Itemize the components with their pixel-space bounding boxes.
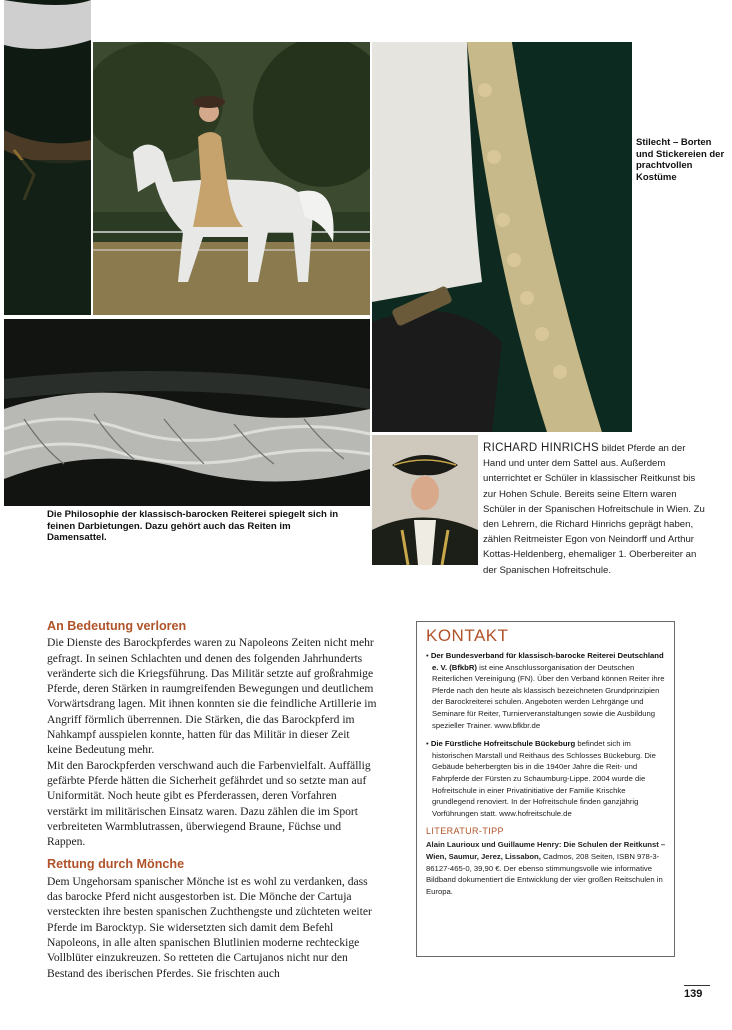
photo-mane-braid [4, 319, 370, 506]
kontakt-item-hofreitschule: • Die Fürstliche Hofreitschule Bückeburg befindet sich im historischen Marstall und Reithaus des Schlosses Bückeburg. Die Gebäude beherbergten bis in die 1940er Jahre die Reit- und Fahrpferde der Fürsten zu Schaumburg-Lippe. 2004 wurde die Hofreitschule in einer Privatinitiative der Familie Krischke grundlegend renoviert. In der Hofreitschule finden ganzjährig Vorführungen statt. www.hofreitschule.de [426, 739, 656, 818]
paragraph-section1: Die Dienste des Barockpferdes waren zu Napoleons Zeiten nicht mehr gefragt. In seinen Schlachten und denen des folgenden Jahrhunderts veränderte sich die Kriegsführung. Das Militär setzte auf großrahmige Pferde, deren Stärken in raumgreifenden Bewegungen und deutlichem Vorwärtsdrang lagen. Mit ihnen konnten sie die feindliche Artillerie im Angriff förmlich überrennen. Die Stärken, die das Barockpferd im Nahkampf ausspielen konnte, hatten für das Militär in dieser Zeit keine Bedeutung mehr. [47, 636, 377, 757]
photo-side-saddle-rider [93, 42, 370, 315]
page-number-rule [684, 985, 710, 986]
kontakt-box [416, 621, 675, 957]
photo-portrait-richard-hinrichs [372, 435, 478, 565]
kontakt-item2-text: befindet sich im historischen Marstall und Reithaus des Schlosses Bückeburg. Die Gebäude beherbergten bis in die 1940er Jahre die Reit- und Fahrpferde der Fürsten zu Schaumburg-Lippe. 2004 wurde die Hofreitschule in einer Privatinitiative der Familie Krischke grundlegend renoviert. In der Hofreitschule finden ganzjährig Vorführungen statt. www.hofreitschule.de [432, 739, 656, 818]
page-number: 139 [684, 988, 703, 1000]
caption-costume: Stilecht – Borten und Stickereien der prachtvollen Kostüme [636, 137, 725, 183]
kontakt-item-bfkbr: • Der Bundesverband für klassisch-barocke Reiterei Deutschland e. V. (BfkbR) ist eine Anschlussorganisation der Deutschen Reiterlichen Vereinigung (FN). Über den Verband können Reiter ihre Pferde nach den heute als klassisch bezeichneten Grundprinzipien der Barockreiterei schulen. Angeboten werden Lehrgänge und Seminare für Reiter, Turnierveranstaltungen sowie die Ausbildung spezieller Trainer. www.bfkbr.de [426, 651, 665, 730]
literatur-tipp-title: LITERATUR-TIPP [426, 826, 504, 837]
paragraph-section2: Dem Ungehorsam spanischer Mönche ist es wohl zu verdanken, dass das barocke Pferd nicht ausgestorben ist. Die Mönche der Cartuja versteckten ihre besten spanischen Zuchthengste und züchteten weiter Pferde im Barocktyp. Sie widersetzten sich damit dem Befehl Napoleons, in alle alten spanischen Blutlinien moderne rechteckige Vollblüter einzukreuzen. So retteten die Cartujanos nicht nur den Bestand des iberischen Pferdes. Sie frischten auch [47, 874, 372, 980]
literatur-tipp-text [426, 839, 666, 897]
literatur-tipp-body: Cadmos, 208 Seiten, ISBN 978-3-86127-465-0, 39,90 €. Der ebenso stimmungsvolle wie informative Bildband dokumentiert die Entwicklung der vier großen Reitschulen in Europa. [426, 851, 663, 896]
kontakt-item1-text: ist eine Anschlussorganisation der Deutschen Reiterlichen Vereinigung (FN). Über den Verband können Reiter ihre Pferde nach den heute als klassisch bezeichneten Grundprinzipien der Barockreiterei schulen. Angeboten werden Lehrgänge und Seminare für Reiter, Turnierveranstaltungen sowie die Ausbildung spezieller Trainer. www.bfkbr.de [432, 662, 665, 730]
photo-costume-detail [372, 42, 632, 432]
heading-rettung-durch-moenche: Rettung durch Mönche [47, 857, 185, 872]
kontakt-item1-bold: Der Bundesverband für klassisch-barocke Reiterei Deutschland e. V. (BfkbR) [430, 651, 664, 672]
article-column [47, 619, 377, 981]
photo-horse-detail-edge [4, 0, 91, 315]
bio-name: RICHARD HINRICHS [483, 442, 599, 454]
kontakt-item2-bold: Die Fürstliche Hofreitschule Bückeburg [430, 739, 576, 749]
literatur-tipp-bold: Alain Laurioux und Guillaume Henry: Die Schulen der Reitkunst – Wien, Saumur, Jerez, Lissabon, [426, 840, 666, 861]
kontakt-title: KONTAKT [426, 626, 509, 645]
bio-text: bildet Pferde an der Hand und unter dem Sattel aus. Außerdem unterrichtet er Schüler in klassischer Reitkunst bis zur Hohen Schule. Bereits seine Eltern waren Schüler in der Spanischen Hofreitschule in Wien. Zu den Lehrern, die Richard Hinrichs geprägt haben, zählen Reitmeister Egon von Neindorff und Arthur Kottas-Heldenberg, ehemaliger 1. Oberbereiter an der Spanischen Hofreitschule. [483, 443, 705, 576]
caption-main: Die Philosophie der klassisch-barocken Reiterei spiegelt sich in feinen Darbietungen. Dazu gehört auch das Reiten im Damensattel. [47, 509, 339, 543]
bio-richard-hinrichs [483, 441, 708, 578]
heading-an-bedeutung-verloren: An Bedeutung verloren [47, 619, 187, 633]
paragraph-section1-2: Mit den Barockpferden verschwand auch die Farbenvielfalt. Auffällig gefärbte Pferde hätten die Sicherheit gefährdet und so setzte man auf Uniformität. Noch heute gibt es Pferderassen, deren Vorfahren verstärkt im militärischen Einsatz waren. Dazu zählen die im Sport verbreiteten Warmblutrassen, überwiegend Braune, Füchse und Rappen. [47, 758, 371, 849]
